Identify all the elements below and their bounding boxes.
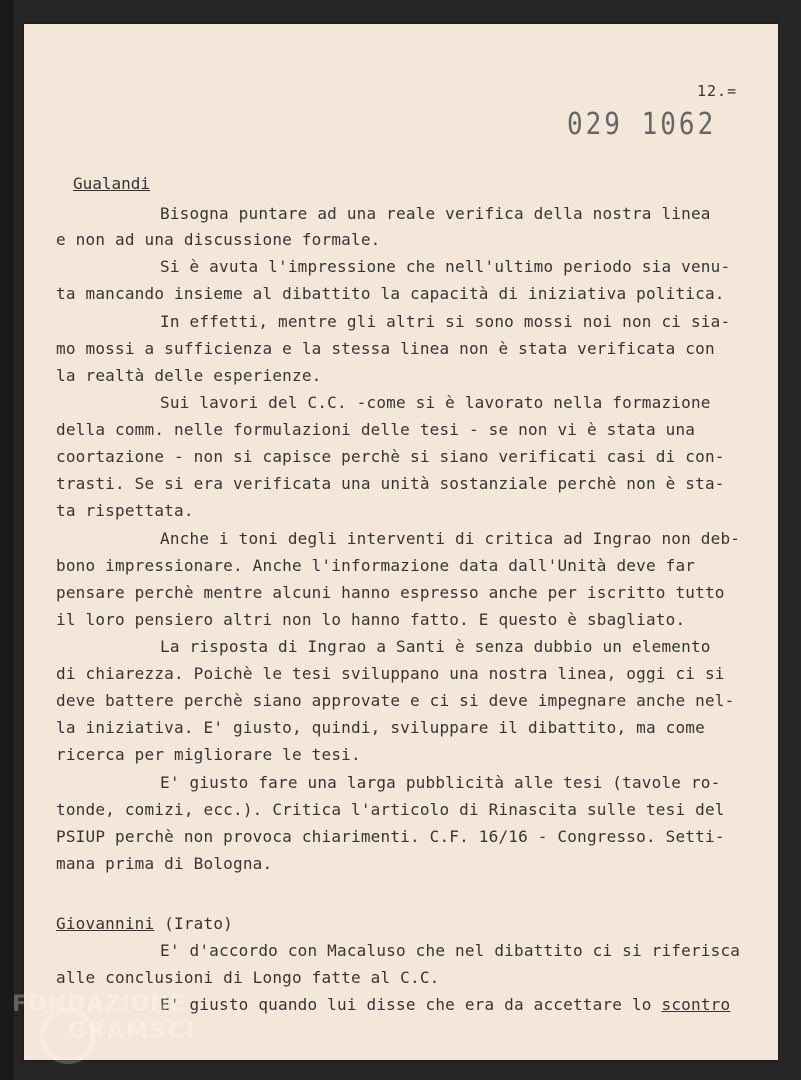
text-line: La risposta di Ingrao a Santi è senza dubbio un elemento xyxy=(160,637,711,656)
text-line-part: E' giusto quando lui disse che era da accettare lo xyxy=(160,995,662,1014)
scan-left-edge xyxy=(0,0,14,1080)
archive-watermark xyxy=(12,992,196,1044)
text-line: tonde, comizi, ecc.). Critica l'articolo di Rinascita sulle tesi del xyxy=(56,800,725,819)
watermark-line1: FONDAZIONE xyxy=(12,992,186,1017)
text-line xyxy=(160,997,730,1013)
text-line: ta rispettata. xyxy=(56,501,194,520)
text-line: pensare perchè mentre alcuni hanno espresso anche per iscritto tutto xyxy=(56,583,725,602)
text-line: la realtà delle esperienze. xyxy=(56,366,322,385)
text-line: Anche i toni degli interventi di critica ad Ingrao non deb- xyxy=(160,529,741,548)
text-line: coortazione - non si capisce perchè si siano verificati casi di con- xyxy=(56,447,725,466)
text-line: In effetti, mentre gli altri si sono mossi noi non ci sia- xyxy=(160,312,731,331)
speaker-name: Giovannini xyxy=(56,914,155,933)
text-line: trasti. Se si era verificata una unità sostanziale perchè non è sta- xyxy=(56,474,725,493)
text-line: Sui lavori del C.C. -come si è lavorato nella formazione xyxy=(160,393,711,412)
typewritten-page xyxy=(24,24,778,1060)
text-line: alle conclusioni di Longo fatte al C.C. xyxy=(56,968,440,987)
text-line: ta mancando insieme al dibattito la capacità di iniziativa politica. xyxy=(56,284,725,303)
text-line: la iniziativa. E' giusto, quindi, sviluppare il dibattito, ma come xyxy=(56,718,705,737)
text-line: mo mossi a sufficienza e la stessa linea non è stata verificata con xyxy=(56,339,715,358)
text-line: di chiarezza. Poichè le tesi sviluppano una nostra linea, oggi ci si xyxy=(56,664,725,683)
watermark-line2: GRAMSCI xyxy=(68,1019,197,1044)
speaker-heading-gualandi: Gualandi xyxy=(73,174,151,193)
underlined-word: scontro xyxy=(661,995,731,1014)
text-line: Bisogna puntare ad una reale verifica della nostra linea xyxy=(160,204,711,223)
text-line: e non ad una discussione formale. xyxy=(56,230,381,249)
text-line: E' d'accordo con Macaluso che nel dibattito ci si riferisca xyxy=(160,941,741,960)
text-line: il loro pensiero altri non lo hanno fatto. E questo è sbagliato. xyxy=(56,610,686,629)
text-line: E' giusto fare una larga pubblicità alle tesi (tavole ro- xyxy=(160,773,721,792)
watermark-g-logo xyxy=(40,1008,96,1064)
text-line: ricerca per migliorare le tesi. xyxy=(56,745,361,764)
text-line: della comm. nelle formulazioni delle tesi - se non vi è stata una xyxy=(56,420,696,439)
speaker-note: (Irato) xyxy=(154,914,233,933)
scan-right-edge xyxy=(776,0,801,1080)
text-line: PSIUP perchè non provoca chiarimenti. C.F. 16/16 - Congresso. Setti- xyxy=(56,827,725,846)
archive-stamp-code: 029 1062 xyxy=(567,107,717,143)
text-line: Si è avuta l'impressione che nell'ultimo periodo sia venu- xyxy=(160,257,731,276)
text-line: mana prima di Bologna. xyxy=(56,854,273,873)
text-line: deve battere perchè siano approvate e ci si deve impegnare anche nel- xyxy=(56,691,735,710)
text-line: bono impressionare. Anche l'informazione data dall'Unità deve far xyxy=(56,556,696,575)
page-number: 12.= xyxy=(697,82,738,100)
speaker-heading-giovannini xyxy=(56,916,233,932)
